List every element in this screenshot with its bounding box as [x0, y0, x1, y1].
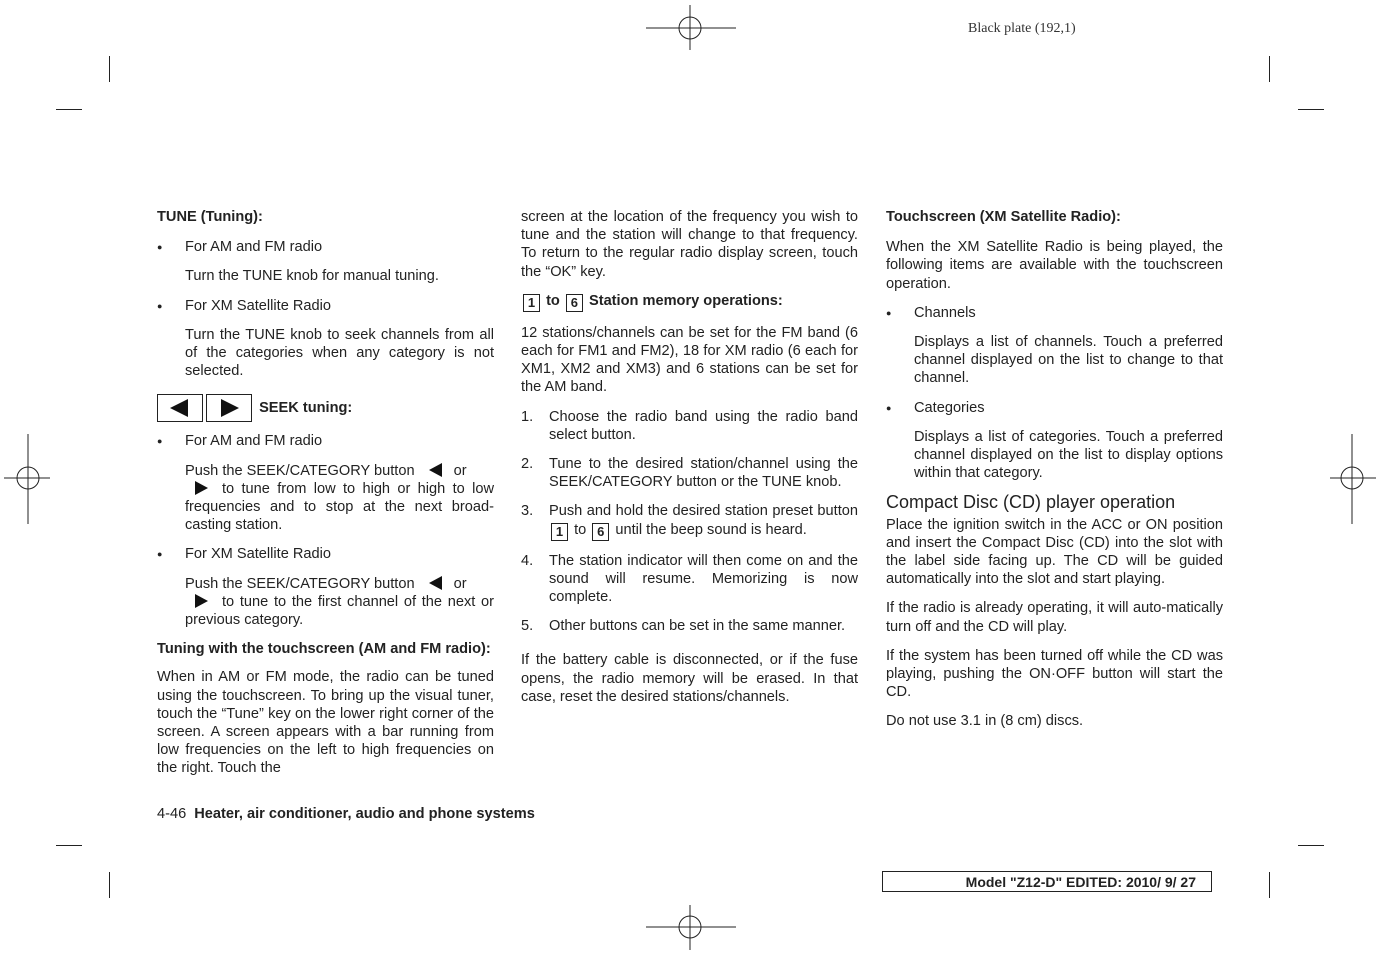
seek-heading: SEEK tuning: — [259, 400, 353, 417]
bullet-xm: ● For XM Satellite Radio — [157, 297, 494, 315]
touch-heading: Tuning with the touchscreen (AM and FM radio): — [157, 641, 491, 658]
bullet-categories: ● Categories — [886, 399, 1223, 417]
memory-heading-row: 1 to 6 Station memory operations: — [521, 292, 858, 312]
battery-note: If the battery cable is disconnected, or if the fuse opens, the radio memory will be erased. In that case, reset the desired stations/channels. — [521, 652, 858, 705]
registration-mark-left — [4, 434, 50, 524]
tune-xm-desc: Turn the TUNE knob to seek channels from all of the categories when any category is not selected. — [185, 326, 494, 380]
touch-desc-cont: screen at the location of the frequency you wish to tune and the station will change to that frequency. To return to the regular radio display screen, touch the “OK” key. — [521, 209, 858, 280]
xm-touch-heading: Touchscreen (XM Satellite Radio): — [886, 209, 1121, 225]
cd-para-3: If the system has been turned off while the CD was playing, pushing the ON·OFF button will start the CD. — [886, 647, 1223, 701]
seek-xm-desc: Push the SEEK/CATEGORY button or to tune to the first channel of the next or previous category. — [185, 575, 494, 629]
seek-am-fm-desc: Push the SEEK/CATEGORY button or to tune from low to high or high to low frequencies and to stop at the next broad-casting station. — [185, 462, 494, 534]
plate-label: Black plate (192,1) — [968, 21, 1076, 36]
preset-key-1: 1 — [523, 294, 540, 312]
preset-key-6: 6 — [592, 523, 609, 541]
right-arrow-icon — [195, 481, 208, 495]
step-1: 1. Choose the radio band using the radio band select button. — [521, 408, 858, 443]
right-arrow-icon — [221, 399, 239, 417]
section-title: Heater, air conditioner, audio and phone systems — [194, 806, 535, 822]
cd-para-1: Place the ignition switch in the ACC or ON position and insert the Compact Disc (CD) into the slot with the label side facing up. The CD will be guided automatically into the slot and start playing. — [886, 516, 1223, 588]
model-edited-box: Model "Z12-D" EDITED: 2010/ 9/ 27 — [882, 871, 1212, 892]
seek-up-key — [206, 394, 252, 422]
seek-down-key — [157, 394, 203, 422]
step-2: 2. Tune to the desired station/channel using the SEEK/CATEGORY button or the TUNE knob. — [521, 456, 858, 491]
page-footer — [157, 806, 535, 822]
channels-desc: Displays a list of channels. Touch a preferred channel displayed on the list to change to that channel. — [914, 334, 1223, 387]
bullet-seek-am-fm: ● For AM and FM radio — [157, 432, 494, 450]
bullet-channels: ● Channels — [886, 304, 1223, 322]
seek-heading-row — [157, 394, 494, 422]
column-1 — [157, 208, 494, 789]
cd-para-2: If the radio is already operating, it will auto-matically turn off and the CD will play. — [886, 600, 1223, 635]
preset-key-6: 6 — [566, 294, 583, 312]
registration-mark-top — [646, 5, 736, 50]
bullet-am-fm: ● For AM and FM radio — [157, 238, 494, 256]
bullet-seek-xm: ● For XM Satellite Radio — [157, 545, 494, 563]
column-3 — [886, 208, 1223, 742]
right-arrow-icon — [195, 594, 208, 608]
touch-desc: When in AM or FM mode, the radio can be tuned using the touchscreen. To bring up the visual tuner, touch the “Tune” key on the lower right corner of the screen. A screen appears with a bar running from low frequencies on the left to high frequencies on the right. Touch the — [157, 669, 494, 777]
step-5: 5. Other buttons can be set in the same manner. — [521, 618, 846, 635]
memory-heading: Station memory operations: — [588, 292, 783, 309]
left-arrow-icon — [170, 399, 188, 417]
left-arrow-icon — [429, 463, 442, 477]
page-number: 4-46 — [157, 806, 187, 822]
cd-para-4: Do not use 3.1 in (8 cm) discs. — [886, 713, 1084, 730]
left-arrow-icon — [429, 576, 442, 590]
preset-key-1: 1 — [551, 523, 568, 541]
tune-am-fm-desc: Turn the TUNE knob for manual tuning. — [185, 268, 439, 285]
column-2 — [521, 208, 858, 717]
xm-touch-desc: When the XM Satellite Radio is being played, the following items are available with the touchscreen operation. — [886, 239, 1223, 292]
categories-desc: Displays a list of categories. Touch a preferred channel displayed on the list to display options within that category. — [914, 428, 1223, 482]
step-4: 4. The station indicator will then come on and the sound will resume. Memorizing is now complete. — [521, 552, 858, 606]
step-3: 3. Push and hold the desired station preset button 1 to 6 until the beep sound is heard. — [521, 503, 858, 539]
memory-desc: 12 stations/channels can be set for the FM band (6 each for FM1 and FM2), 18 for XM radio (6 each for XM1, XM2 and XM3) and 6 stations can be set for the AM band. — [521, 324, 858, 396]
registration-mark-bottom — [646, 905, 736, 950]
cd-heading: Compact Disc (CD) player operation — [886, 492, 1176, 513]
registration-mark-right — [1330, 434, 1376, 524]
tune-heading: TUNE (Tuning): — [157, 209, 263, 225]
